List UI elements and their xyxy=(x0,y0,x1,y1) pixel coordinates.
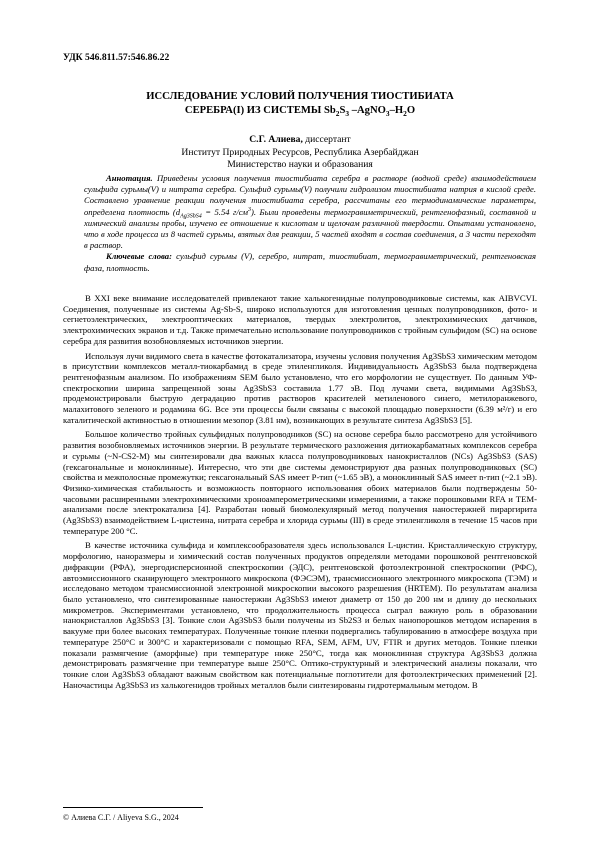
keywords-text: сульфид сурьмы (V), серебро, нитрат, тиостибиат, термогравиметрический, рентгеновская фаза, плотность. xyxy=(84,251,536,272)
keywords xyxy=(84,251,536,273)
paper-page xyxy=(0,0,600,848)
author-ministry: Министерство науки и образования xyxy=(63,159,537,172)
abstract xyxy=(84,173,536,274)
body-paragraph-4: В качестве источника сульфида и комплексообразователя здесь использовался L-цистин. Кристаллическую структуру, морфологию, наноразмеры и химический состав полученных продуктов определяли методами порошковой рентгеновской дифракции (РФА), энергодисперсионной спектроскопии (ЭДС), рентгеновской фотоэлектронной спектроскопии (РФС), автоэмиссионного сканирующего электронного микроскопа (ФЭСЭМ), трансмиссионного электронного микроскопа (ТЭМ) и исследовано методом трансмиссионной электронной микроскопии высокого разрешения (HRTEM). По результатам анализа было установлено, что синтезированные наностержни Ag3SbS3 имеют диаметр от 150 до 200 нм и длину до нескольких микрометров. Экспериментами установлено, что продолжительность процесса сыграл важную роль в образовании нанокристаллов Ag3SbS3 [3]. Тонкие слои Ag3SbS3 были получены из Sb2S3 и белых нанопорошков методом испарения в вакууме при более высоких температурах. Полученные тонкие пленки подвергались табулированию в атмосфере воздуха при температуре 250°C и 300°C и характеризовали с помощью RFA, SEM, AFM, UV, FTIR и других методов. Тонкие пленки показали размягчение (аморфные) при температуре ниже 250°C, тогда как моноклинная структура Ag3SbS3 должна демонстрировать размягчение при температуре выше 250°C. Оптико-структурный и электрический анализы показали, что тонкие слои Ag3SbS3 обладают важным свойством как потенциальные поглотители для фотоэлектрических применений [2]. Наночастицы Ag3SbS3 из халькогенидов тройных металлов были синтезированы гидротермальным методом. В xyxy=(63,540,537,690)
keywords-label: Ключевые слова: xyxy=(106,251,172,261)
author-name: С.Г. Алиева, xyxy=(249,134,303,145)
title-line-1: ИССЛЕДОВАНИЕ УСЛОВИЙ ПОЛУЧЕНИЯ ТИОСТИБИАТА xyxy=(146,91,454,102)
udk-code: УДК 546.811.57:546.86.22 xyxy=(63,52,169,63)
body-paragraph-3: Большое количество тройных сульфидных полупроводников (SC) на основе серебра было рассмотрено для устойчивого развития возобновляемых источников энергии. В результате термического разложения дитиокарбаматных комплексов серебра и сурьмы (~N-CS2-M) мы синтезировали два важных класса полупроводниковых нанокристаллов (NCs) Ag3SbS3 (SAS) (гексагональные и моноклинные). Интересно, что эти две системы демонстрируют два разных полупроводниковых (SC) свойства и межполосные промежутки; гексагональный SAS имеет P-тип (~1.65 эВ), а моноклинный SAS имеет n-тип (~2.1 эВ). Физико-химическая стабильность и возможность повторного использования обоих материалов были подтверждены 50-часовыми расширенными электрохимическими хроноамперометрическими измерениями, а также порошковыми RFA и TEM-анализами после электрокатализа [4]. Разработан новый биомолекулярный метод получения наностержней пираргирита (Ag3SbS3) взаимодействием L-цистеина, нитрата серебра и хлорида сурьмы (III) в среде этиленгликоля в течение 15 часов при температуре 200 °C. xyxy=(63,429,537,536)
paper-title xyxy=(63,90,537,118)
author-block xyxy=(63,134,537,172)
footnote-divider xyxy=(63,807,203,808)
author-role: диссертант xyxy=(303,134,351,145)
title-line-2: СЕРЕБРА(I) ИЗ СИСТЕМЫ Sb2S3 –AgNO3–H2O xyxy=(185,105,415,116)
author-line xyxy=(63,134,537,147)
body-text xyxy=(63,293,537,694)
abstract-label: Аннотация. xyxy=(106,173,153,183)
copyright-footer: © Алиева С.Г. / Aliyeva S.G., 2024 xyxy=(63,813,179,822)
abstract-text: Аннотация. Приведены условия получения тиостибиата серебра в растворе (водной среде) взаимодействием сульфида сурьмы(V) и нитрата серебра. Сульфид сурьмы(V) получили гидролизом тиостибиата натрия в кислой среде. Составлено уравнение реакции получения тиостибиата серебра, рассчитаны его термодинамические параметры, определена плотность (dAg3SbS4 = 5.54 г/см3). Были проведены термогравиметрический, рентгенофазный, составной и химический анализы пробы, изучено ее отношение к кислотам и щелочам различной твердости. Опытами установлено, что в ходе процесса из 8 частей сурьмы, взятых для реакции, 5 частей входят в состав соединения, а 3 части переходят в раствор. xyxy=(84,173,536,251)
body-paragraph-2: Используя лучи видимого света в качестве фотокатализатора, изучены условия получения Ag3SbS3 химическим методом в присутствии комплексов металл-тиокарбамид в среде этиленгликоля. Индивидуальность Ag3SbS3 была подтверждена рентгенофазным анализом. По изображениям SEM было установлено, что его морфологии не существует. По данным УФ-спектроскопии ширина запрещенной зоны Ag3SbS3 составила 1.77 эВ. Под лучами света, видимыми Ag3SbS3, продемонстрировали быструю деградацию против растворов красителей метиленового синего, метилоранжевого, малахитового зеленого и родамина 6G. Все эти процессы были связаны с высокой площадью поверхности (6.39 м²/г) и его каталитической активностью в отношении мезопор (3.81 нм), возникающих в результате синтеза Ag3SbS3 [5]. xyxy=(63,351,537,426)
body-paragraph-1: В XXI веке внимание исследователей привлекают такие халькогенидные полупроводниковые системы, как AIBVCVI. Соединения, полученные из системы Ag-Sb-S, широко используются для изготовления ценных полупроводников, фото- и сегнетоэлектрических, электрооптических материалов, твердых электролитов, электрохимических датчиков, электрохимических экранов и т.д. Также примечательно использование полупроводников с тройным сульфидом (SC) на основе серебра для развития возобновляемых источников энергии. xyxy=(63,293,537,347)
author-institute: Институт Природных Ресурсов, Республика Азербайджан xyxy=(63,147,537,160)
